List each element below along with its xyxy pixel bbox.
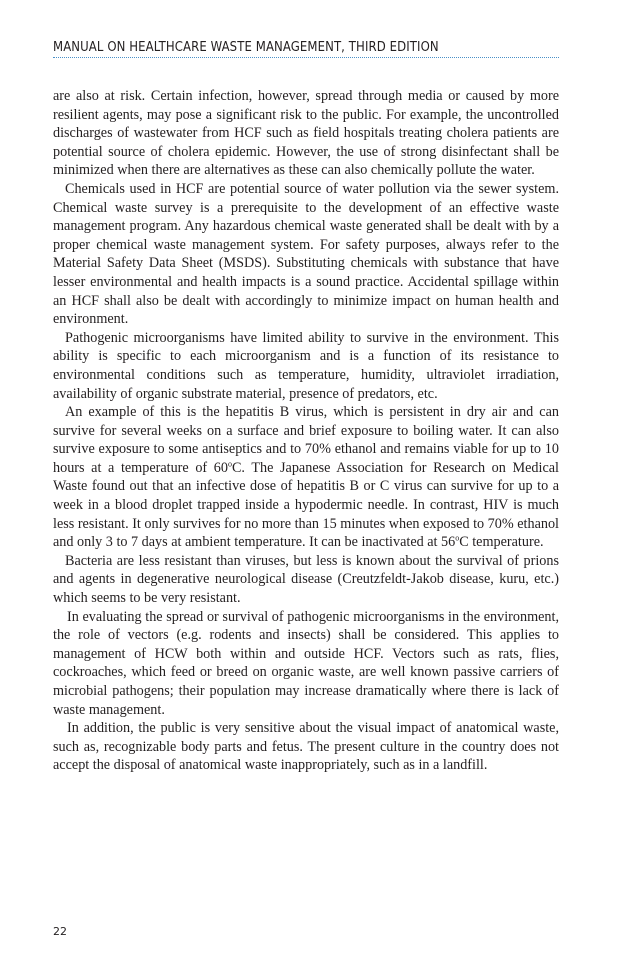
page-number: 22 [53, 925, 67, 938]
paragraph-anatomical-waste: In addition, the public is very sensitive about the visual impact of anatomical waste, such as, recognizable body parts and fetus. The present culture in the country does not accept the disposal of anatomical waste inappropriately, such as in a landfill. [53, 720, 559, 774]
paragraph-vectors: In evaluating the spread or survival of pathogenic microorganisms in the environment, the role of vectors (e.g. rodents and insects) shall be considered. This applies to management of HCW both within and outside HCF. Vectors such as rats, flies, cockroaches, which feed or breed on organic waste, are well known passive carriers of microbial pathogens; their population may increase dramatically where there is lack of waste management. [53, 608, 559, 718]
degree-mark-56: o [455, 533, 460, 543]
paragraph-bacteria-prions: Bacteria are less resistant than viruses, but less is known about the survival of prions and agents in degenerative neurological disease (Creutzfeldt-Jakob disease, kuru, etc.) which seems to be very resistant. [53, 552, 559, 607]
paragraph-public-risk: are also at risk. Certain infection, however, spread through media or caused by more resilient agents, may pose a significant risk to the public. For example, the uncontrolled discharges of wastewater from HCF such as field hospitals treating cholera patients are potential source of cholera epidemic. However, the use of strong disinfectant shall be minimized when there are alternatives as these can also chemically pollute the water. [53, 88, 559, 179]
header-divider [53, 57, 559, 58]
paragraph-pathogenic-microorganisms: Pathogenic microorganisms have limited ability to survive in the environment. This ability is specific to each microorganism and is a function of its resistance to environmental conditions such as temperature, humidity, ultraviolet irradiation, availability of organic substrate material, presence of predators, etc. [53, 329, 559, 402]
paragraph-chemicals: Chemicals used in HCF are potential source of water pollution via the sewer system. Chemical waste survey is a prerequisite to the development of an effective waste management program. Any hazardous chemical waste generated shall be dealt with by a proper chemical waste management system. For safety purposes, always refer to the Material Safety Data Sheet (MSDS). Substituting chemicals with substance that have lesser environmental and health impacts is a sound practice. Accidental spillage within an HCF shall also be dealt with accordingly to minimize impact on human health and environment. [53, 180, 559, 328]
hepatitis-text-part-3: C temperature. [459, 534, 544, 551]
degree-mark-60: o [227, 459, 232, 469]
running-header: MANUAL ON HEALTHCARE WASTE MANAGEMENT, THIRD EDITION [53, 40, 439, 55]
paragraph-hepatitis-example [53, 403, 559, 552]
body-text [53, 87, 559, 775]
hepatitis-text-part-2: C. The Japanese Association for Research on Medical Waste found out that an infective dose of hepatitis B or C virus can survive for up to a week in a blood droplet trapped inside a hypodermic needle. In contrast, HIV is much less resistant. It only survives for no more than 15 minutes when exposed to 70% ethanol and only 3 to 7 days at ambient temperature. It can be inactivated at 56 [53, 459, 559, 551]
hepatitis-text-part-1: An example of this is the hepatitis B virus, which is persistent in dry air and can survive for several weeks on a surface and brief exposure to boiling water. It can also survive exposure to some antiseptics and to 70% ethanol and remains viable for up to 10 hours at a temperature of 60 [53, 404, 559, 476]
